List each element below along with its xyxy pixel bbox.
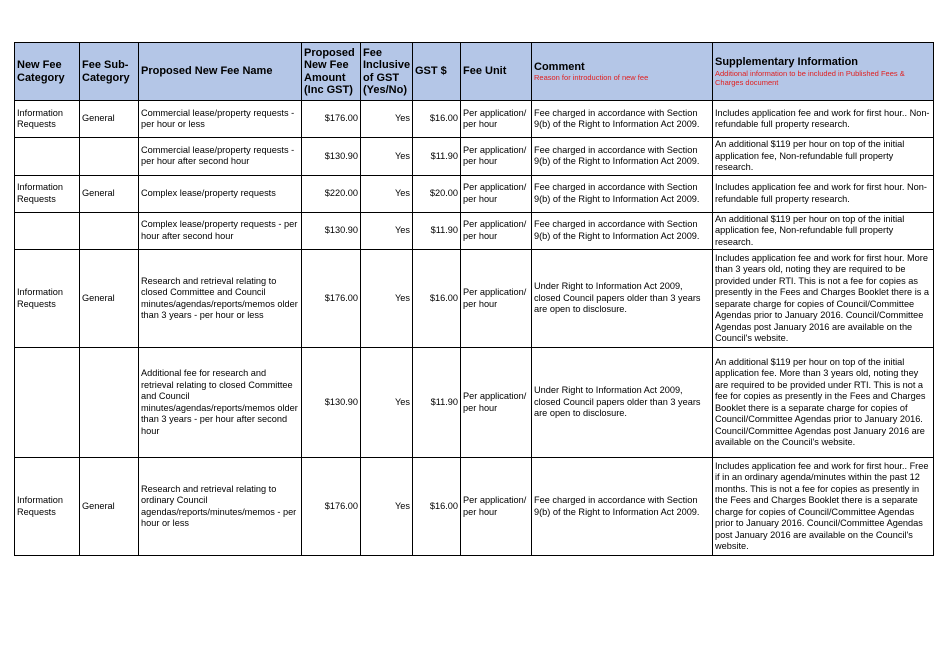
- header-unit: Fee Unit: [461, 43, 532, 101]
- header-inclusive: Fee Inclusive of GST (Yes/No): [361, 43, 413, 101]
- cell-sub-category: General: [80, 250, 139, 348]
- cell-category: [15, 348, 80, 458]
- header-supplementary: [713, 43, 934, 101]
- cell-sub-category: [80, 212, 139, 250]
- cell-inclusive: Yes: [361, 175, 413, 212]
- cell-comment: Fee charged in accordance with Section 9(b) of the Right to Information Act 2009.: [532, 101, 713, 138]
- header-category: New Fee Category: [15, 43, 80, 101]
- cell-inclusive: Yes: [361, 250, 413, 348]
- cell-gst: $11.90: [413, 138, 461, 176]
- cell-comment: Fee charged in accordance with Section 9(b) of the Right to Information Act 2009.: [532, 212, 713, 250]
- table-row: [15, 250, 934, 348]
- cell-gst: $11.90: [413, 348, 461, 458]
- cell-category: Information Requests: [15, 250, 80, 348]
- cell-inclusive: Yes: [361, 101, 413, 138]
- cell-comment: Under Right to Information Act 2009, closed Council papers older than 3 years are open to disclosure.: [532, 348, 713, 458]
- cell-name: Complex lease/property requests - per hour after second hour: [139, 212, 302, 250]
- cell-inclusive: Yes: [361, 458, 413, 556]
- cell-gst: $16.00: [413, 250, 461, 348]
- header-row: [15, 43, 934, 101]
- cell-name: Additional fee for research and retrieval relating to closed Committee and Council minutes/agendas/reports/memos older than 3 years - per hour after second hour: [139, 348, 302, 458]
- cell-supplementary: Includes application fee and work for first hour.. Non-refundable full property research.: [713, 101, 934, 138]
- cell-comment: Fee charged in accordance with Section 9(b) of the Right to Information Act 2009.: [532, 458, 713, 556]
- cell-amount: $130.90: [302, 138, 361, 176]
- header-sub-category: Fee Sub-Category: [80, 43, 139, 101]
- header-gst: GST $: [413, 43, 461, 101]
- table-row: [15, 212, 934, 250]
- header-amount: Proposed New Fee Amount (Inc GST): [302, 43, 361, 101]
- cell-unit: Per application/ per hour: [461, 458, 532, 556]
- fee-table-sheet: [14, 42, 933, 556]
- header-comment-subtitle: Reason for introduction of new fee: [534, 73, 649, 83]
- header-supplementary-title: Supplementary Information: [715, 56, 859, 69]
- cell-inclusive: Yes: [361, 138, 413, 176]
- cell-unit: Per application/ per hour: [461, 212, 532, 250]
- cell-sub-category: General: [80, 175, 139, 212]
- cell-gst: $11.90: [413, 212, 461, 250]
- cell-name: Commercial lease/property requests - per hour after second hour: [139, 138, 302, 176]
- header-comment-title: Comment: [534, 60, 585, 73]
- cell-name: Research and retrieval relating to ordinary Council agendas/reports/minutes/memos - per hour or less: [139, 458, 302, 556]
- header-name: Proposed New Fee Name: [139, 43, 302, 101]
- cell-amount: $130.90: [302, 212, 361, 250]
- cell-amount: $176.00: [302, 101, 361, 138]
- cell-inclusive: Yes: [361, 212, 413, 250]
- table-row: [15, 458, 934, 556]
- cell-unit: Per application/ per hour: [461, 138, 532, 176]
- fee-table: [14, 42, 934, 556]
- table-row: [15, 101, 934, 138]
- cell-unit: Per application/ per hour: [461, 101, 532, 138]
- cell-name: Commercial lease/property requests - per hour or less: [139, 101, 302, 138]
- cell-sub-category: [80, 348, 139, 458]
- cell-category: Information Requests: [15, 101, 80, 138]
- cell-supplementary: An additional $119 per hour on top of the initial application fee, Non-refundable full property research.: [713, 212, 934, 250]
- cell-name: Complex lease/property requests: [139, 175, 302, 212]
- cell-category: Information Requests: [15, 175, 80, 212]
- cell-supplementary: Includes application fee and work for first hour.. Free if in an ordinary agenda/minutes within the past 12 months. This is not a fee for copies as presently in the Fees and Charges Booklet there is a separate charge for copies of Council/Committee Agendas prior to January 2016. Council/Committee Agendas post January 2016 are available on the Council's website.: [713, 458, 934, 556]
- header-supplementary-subtitle: Additional information to be included in Published Fees & Charges document: [715, 68, 905, 87]
- cell-supplementary: Includes application fee and work for first hour. More than 3 years old, noting they are required to be provided under RTI. This is not a fee for copies as presently in the Fees and Charges Booklet there is a separate charge for copies of Council/Committee Agendas prior to January 2016. Council/Committee Agendas post January 2016 are available on the Council's website.: [713, 250, 934, 348]
- cell-amount: $130.90: [302, 348, 361, 458]
- cell-category: Information Requests: [15, 458, 80, 556]
- cell-supplementary: An additional $119 per hour on top of the initial application fee. More than 3 years old, noting they are required to be provided under RTI. This is not a fee for copies as presently in the Fees and Charges Booklet there is a separate charge for copies of Council/Committee Agendas prior to January 2016. Council/Committee Agendas post January 2016 are available on the Council's website.: [713, 348, 934, 458]
- cell-gst: $16.00: [413, 101, 461, 138]
- cell-supplementary: Includes application fee and work for first hour. Non-refundable full property research.: [713, 175, 934, 212]
- cell-name: Research and retrieval relating to closed Committee and Council minutes/agendas/reports/memos older than 3 years - per hour or less: [139, 250, 302, 348]
- cell-inclusive: Yes: [361, 348, 413, 458]
- cell-unit: Per application/ per hour: [461, 348, 532, 458]
- cell-category: [15, 138, 80, 176]
- cell-supplementary: An additional $119 per hour on top of the initial application fee, Non-refundable full property research.: [713, 138, 934, 176]
- cell-sub-category: General: [80, 101, 139, 138]
- cell-category: [15, 212, 80, 250]
- cell-unit: Per application/ per hour: [461, 175, 532, 212]
- cell-sub-category: [80, 138, 139, 176]
- cell-amount: $176.00: [302, 458, 361, 556]
- cell-comment: Fee charged in accordance with Section 9(b) of the Right to Information Act 2009.: [532, 138, 713, 176]
- header-comment: [532, 43, 713, 101]
- cell-gst: $16.00: [413, 458, 461, 556]
- cell-unit: Per application/ per hour: [461, 250, 532, 348]
- table-row: [15, 175, 934, 212]
- cell-comment: Under Right to Information Act 2009, closed Council papers older than 3 years are open to disclosure.: [532, 250, 713, 348]
- table-row: [15, 348, 934, 458]
- cell-comment: Fee charged in accordance with Section 9(b) of the Right to Information Act 2009.: [532, 175, 713, 212]
- cell-amount: $176.00: [302, 250, 361, 348]
- cell-amount: $220.00: [302, 175, 361, 212]
- cell-sub-category: General: [80, 458, 139, 556]
- table-row: [15, 138, 934, 176]
- cell-gst: $20.00: [413, 175, 461, 212]
